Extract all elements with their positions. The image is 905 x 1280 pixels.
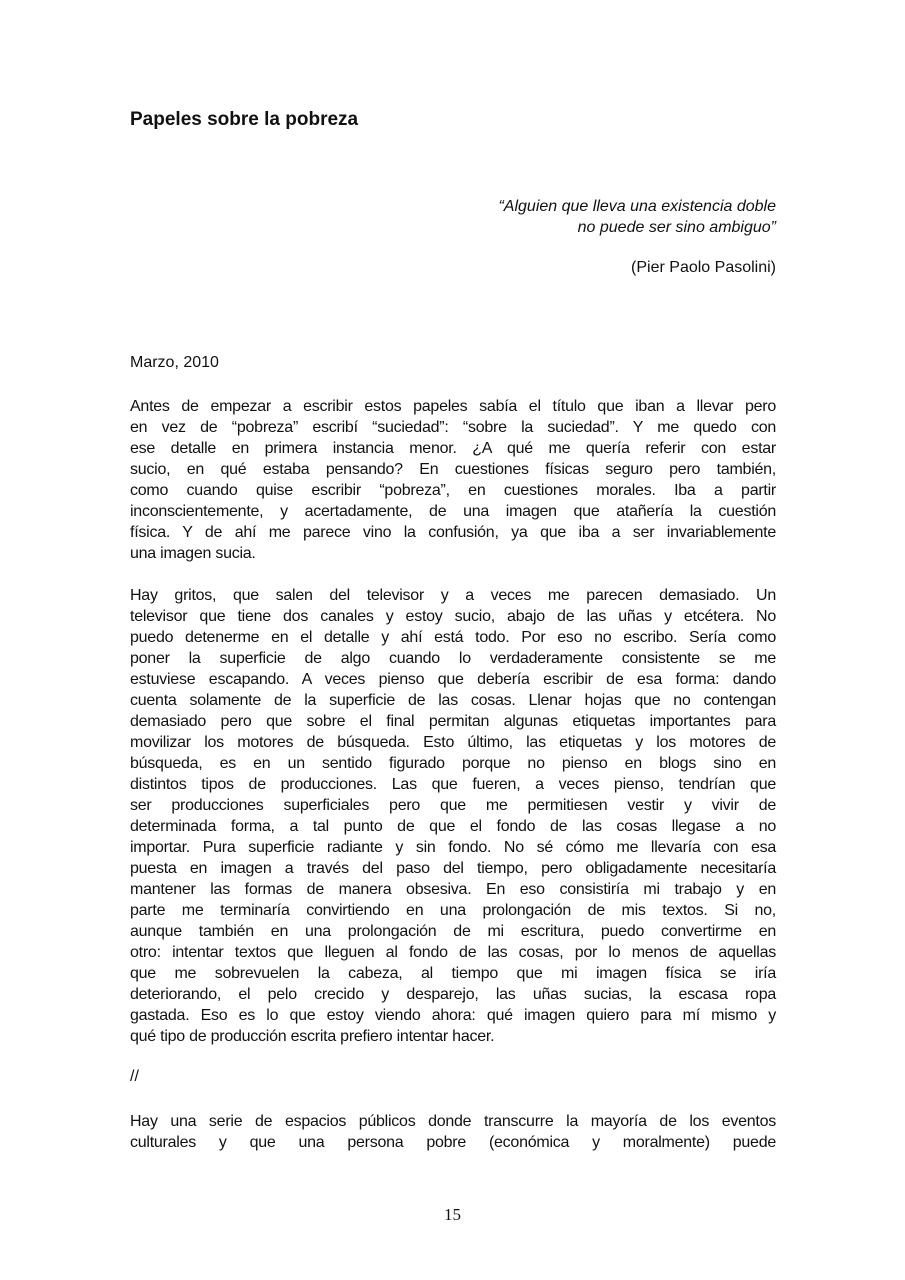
text-line: importar. Pura superficie radiante y sin fondo. No sé cómo me llevaría con esa — [130, 839, 776, 856]
text-line: inconscientemente, y acertadamente, de una imagen que atañería la cuestión — [130, 503, 776, 520]
text-line: movilizar los motores de búsqueda. Esto último, las etiquetas y los motores de — [130, 734, 776, 751]
text-line: ese detalle en primera instancia menor. ¿A qué me quería referir con estar — [130, 440, 776, 457]
text-line: una imagen sucia. — [130, 545, 256, 562]
text-line: búsqueda, es en un sentido figurado porque no pienso en blogs sino en — [130, 755, 776, 772]
text-line: ser producciones superficiales pero que me permitiesen vestir y vivir de — [130, 797, 776, 814]
text-line: física. Y de ahí me parece vino la confusión, ya que iba a ser invariablemente — [130, 524, 776, 541]
epigraph-line: “Alguien que lleva una existencia doble — [498, 198, 776, 215]
epigraph-quote — [498, 196, 776, 238]
text-line: como cuando quise escribir “pobreza”, en cuestiones morales. Iba a partir — [130, 482, 776, 499]
section-separator: // — [130, 1068, 139, 1085]
text-line: qué tipo de producción escrita prefiero intentar hacer. — [130, 1028, 495, 1045]
text-line: que me sobrevuelen la cabeza, al tiempo que mi imagen física se iría — [130, 965, 776, 982]
text-line: gastada. Eso es lo que estoy viendo ahora: qué imagen quiero para mí mismo y — [130, 1007, 776, 1024]
text-line: aunque también en una prolongación de mi escritura, puedo convertirme en — [130, 923, 776, 940]
paragraph-3 — [130, 1111, 776, 1153]
text-line: Hay gritos, que salen del televisor y a veces me parecen demasiado. Un — [130, 587, 776, 604]
text-line: mantener las formas de manera obsesiva. En eso consistiría mi trabajo y en — [130, 881, 776, 898]
paragraph-1 — [130, 396, 776, 564]
text-line: deteriorando, el pelo crecido y desparejo, las uñas sucias, la escasa ropa — [130, 986, 776, 1003]
text-line: Hay una serie de espacios públicos donde transcurre la mayoría de los eventos — [130, 1113, 776, 1130]
document-title: Papeles sobre la pobreza — [130, 109, 359, 130]
text-line: Antes de empezar a escribir estos papeles sabía el título que iban a llevar pero — [130, 398, 776, 415]
text-line: cuenta solamente de la superficie de las cosas. Llenar hojas que no contengan — [130, 692, 776, 709]
text-line: sucio, en qué estaba pensando? En cuestiones físicas seguro pero también, — [130, 461, 776, 478]
text-line: parte me terminaría convirtiendo en una prolongación de mis textos. Si no, — [130, 902, 776, 919]
epigraph-line: no puede ser sino ambiguo” — [577, 219, 776, 236]
text-line: poner la superficie de algo cuando lo verdaderamente consistente se me — [130, 650, 776, 667]
text-line: otro: intentar textos que lleguen al fondo de las cosas, por lo menos de aquellas — [130, 944, 776, 961]
entry-date: Marzo, 2010 — [130, 354, 219, 371]
text-line: puedo detenerme en el detalle y ahí está todo. Por eso no escribo. Sería como — [130, 629, 776, 646]
text-line: culturales y que una persona pobre (económica y moralmente) puede — [130, 1134, 776, 1151]
text-line: distintos tipos de producciones. Las que fueren, a veces pienso, tendrían que — [130, 776, 776, 793]
text-line: determinada forma, a tal punto de que el fondo de las cosas llegase a no — [130, 818, 776, 835]
text-line: en vez de “pobreza” escribí “suciedad”: “sobre la suciedad”. Y me quedo con — [130, 419, 776, 436]
epigraph-attribution: (Pier Paolo Pasolini) — [631, 259, 776, 276]
page-number: 15 — [444, 1205, 461, 1224]
text-line: estuviese escapando. A veces pienso que debería escribir de esa forma: dando — [130, 671, 776, 688]
text-line: puesta en imagen a través del paso del tiempo, pero obligadamente necesitaría — [130, 860, 776, 877]
text-line: televisor que tiene dos canales y estoy sucio, abajo de las uñas y etcétera. No — [130, 608, 776, 625]
paragraph-2 — [130, 585, 776, 1047]
text-line: demasiado pero que sobre el final permitan algunas etiquetas importantes para — [130, 713, 776, 730]
